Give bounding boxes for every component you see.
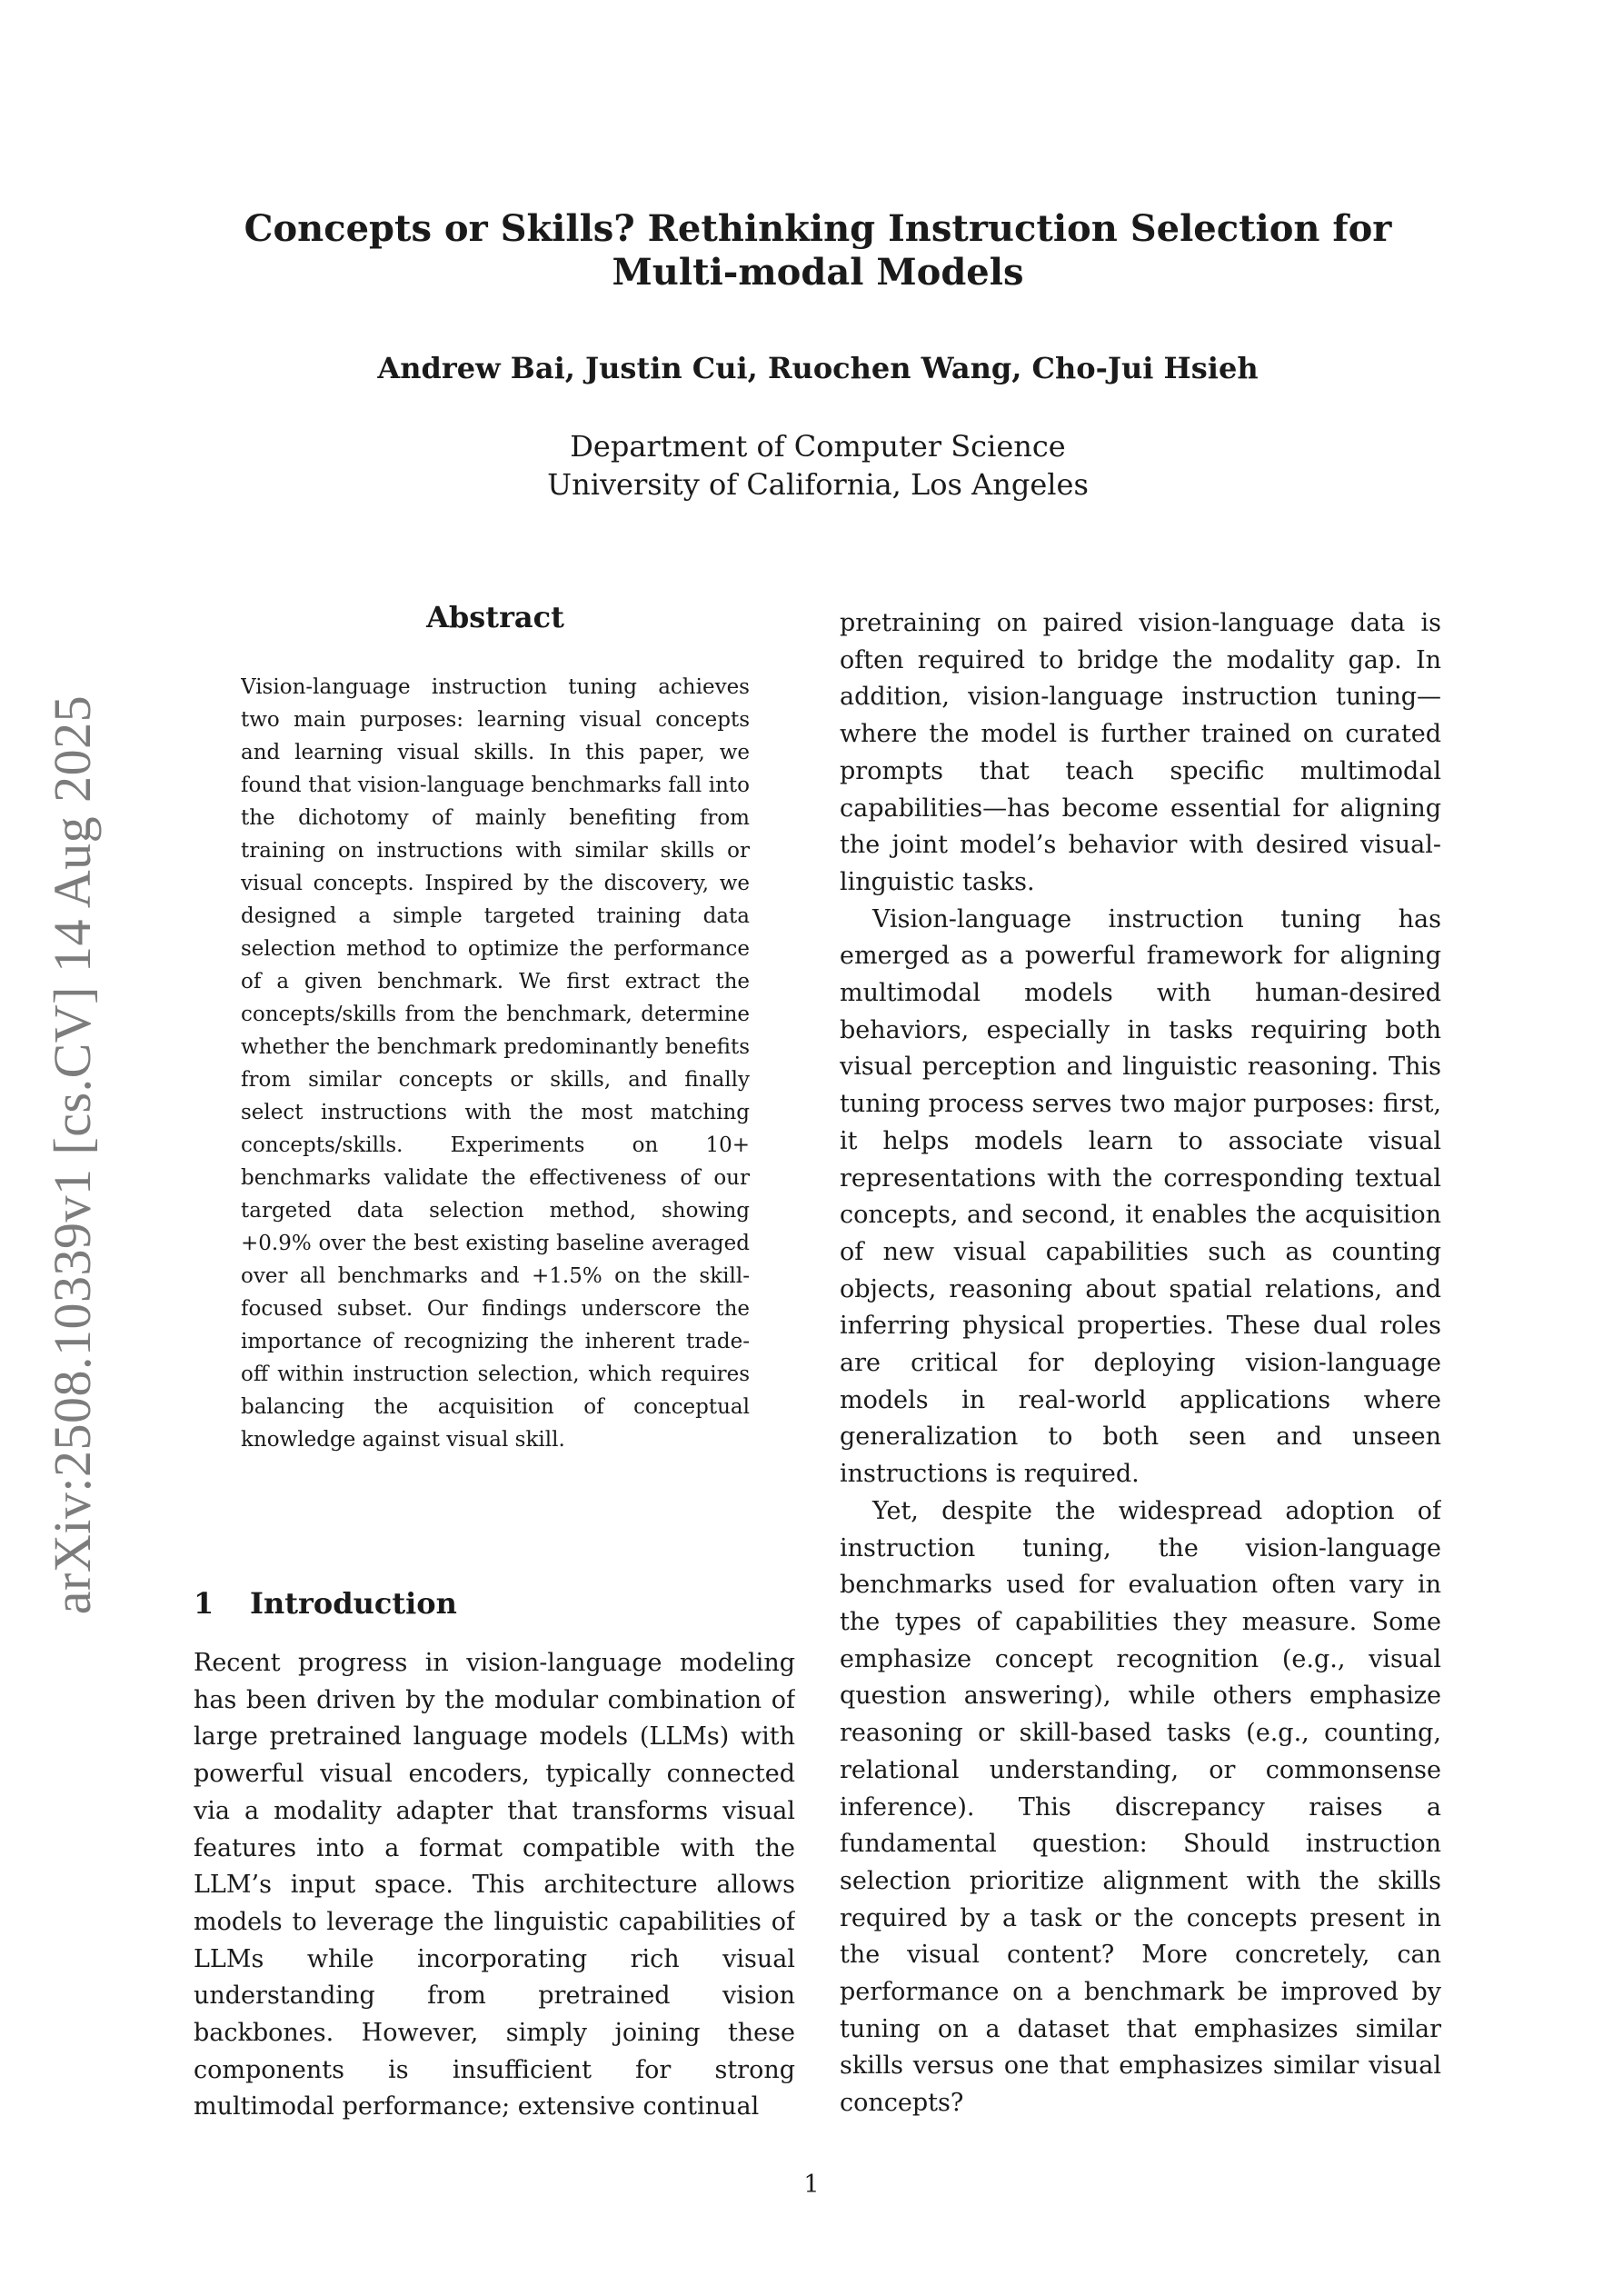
affiliation (182, 427, 1454, 504)
author-list: Andrew Bai, Justin Cui, Ruochen Wang, Cho-Jui Hsieh (377, 351, 1259, 385)
affiliation-university: University of California, Los Angeles (547, 467, 1089, 502)
section-title: Introduction (250, 1586, 457, 1621)
abstract-text: Vision-language instruction tuning achieves two main purposes: learning visual concepts and learning visual skills. In this paper, we found that vision-language benchmarks fall into the dichotomy of mainly benefiting from training on instructions with similar skills or visual concepts. Inspired by the discovery, we designed a simple targeted training data selection method to optimize the performance of a given benchmark. We first extract the concepts/skills from the benchmark, determine whether the benchmark predominantly benefits from similar concepts or skills, and finally select instructions with the most matching concepts/skills. Experiments on 10+ benchmarks validate the effectiveness of our targeted data selection method, showing +0.9% over the best existing baseline averaged over all benchmarks and +1.5% on the skill-focused subset. Our findings underscore the importance of recognizing the inherent trade-off within instruction selection, which requires balancing the acquisition of conceptual knowledge against visual skill. (241, 675, 750, 1452)
affiliation-department: Department of Computer Science (570, 429, 1066, 464)
arxiv-identifier: arXiv:2508.10339v1 [cs.CV] 14 Aug 2025 (43, 694, 103, 1614)
intro-paragraph-1-continued: pretraining on paired vision-language data is often required to bridge the modality gap. In addition, vision-language instruction tuning—where the model is further trained on curated prompts that teach specific multimodal capabilities—has become essential for aligning the joint model’s behavior with desired visual-linguistic tasks. (840, 609, 1441, 896)
abstract-heading: Abstract (426, 600, 564, 634)
page-number: 1 (803, 2171, 820, 2199)
arxiv-sidebar (36, 673, 109, 1636)
section-number: 1 (194, 1586, 214, 1621)
paper-title: Concepts or Skills? Rethinking Instruction Selection for Multi-modal Models (244, 207, 1392, 294)
intro-paragraph-3: Yet, despite the widespread adoption of instruction tuning, the vision-language benchmarks used for evaluation often vary in the types of capabilities they measure. Some emphasize concept recognition (e.g., visual question answering), while others emphasize reasoning or skill-based tasks (e.g., counting, relational understanding, or commonsense inference). This discrepancy raises a fundamental question: Should instruction selection prioritize alignment with the skills required by a task or the concepts present in the visual content? More concretely, can performance on a benchmark be improved by tuning on a dataset that emphasizes similar skills versus one that emphasizes similar visual concepts? (840, 1496, 1441, 2118)
right-column (840, 605, 1441, 2136)
intro-paragraph-1-start: Recent progress in vision-language modeling has been driven by the modular combination of large pretrained language models (LLMs) with powerful visual encoders, typically connected via a modality adapter that transforms visual features into a format compatible with the LLM’s input space. This architecture allows models to leverage the linguistic capabilities of LLMs while incorporating rich visual understanding from pretrained vision backbones. However, simply joining these components is insufficient for strong multimodal performance; extensive continual (194, 1649, 795, 2121)
section-heading-introduction (194, 1586, 457, 1621)
intro-paragraph-2: Vision-language instruction tuning has emerged as a powerful framework for aligning multimodal models with human-desired behaviors, especially in tasks requiring both visual perception and linguistic reasoning. This tuning process serves two major purposes: first, it helps models learn to associate visual representations with the corresponding textual concepts, and second, it enables the acquisition of new visual capabilities such as counting objects, reasoning about spatial relations, and inferring physical properties. These dual roles are critical for deploying vision-language models in real-world applications where generalization to both seen and unseen instructions is required. (840, 904, 1441, 1489)
